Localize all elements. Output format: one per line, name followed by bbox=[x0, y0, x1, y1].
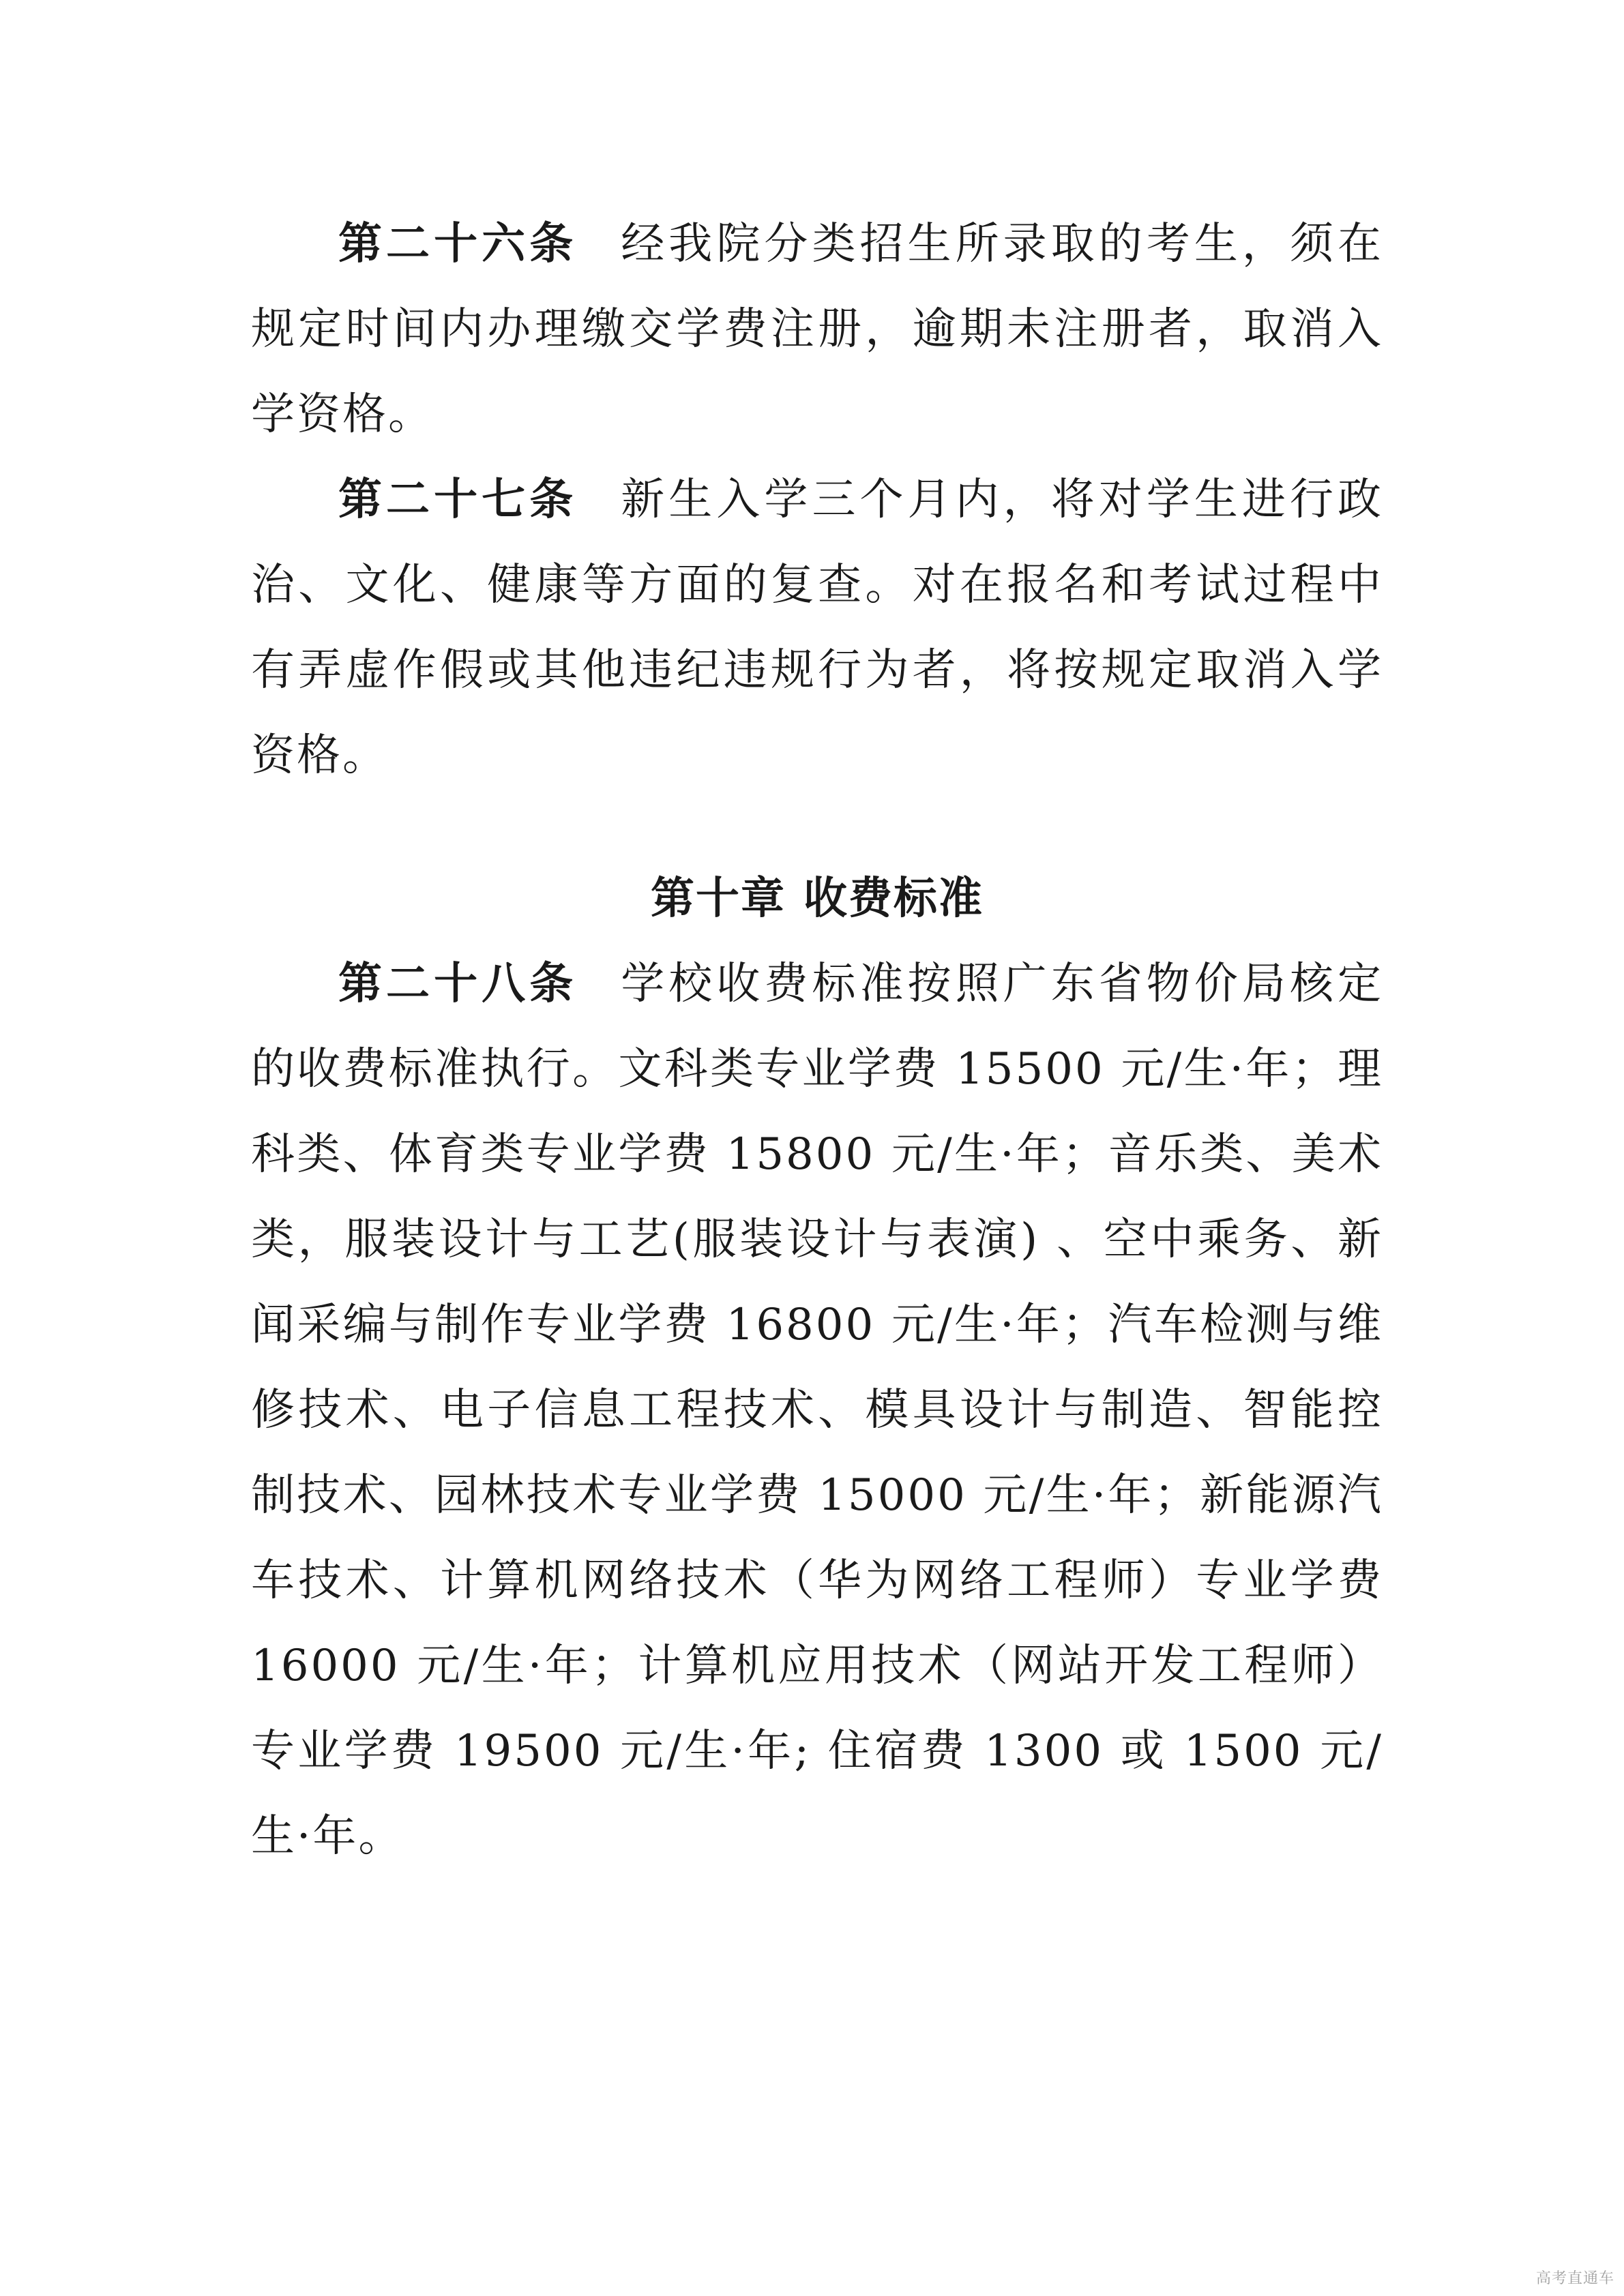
article-27 bbox=[251, 458, 1383, 799]
chapter-number: 第十章 bbox=[651, 874, 786, 924]
chapter-title: 收费标准 bbox=[803, 874, 984, 924]
document-body bbox=[251, 202, 1383, 1879]
article-28-text: 学校收费标准按照广东省物价局核定的收费标准执行。文科类专业学费 15500 元/生·年；理科类、体育类专业学费 15800 元/生·年；音乐类、美术类，服装设计与工艺(服装设计与表演) 、空中乘务、新闻采编与制作专业学费 16800 元/生·年；汽车检测与维修技术、电子信息工程技术、模具设计与制造、智能控制技术、园林技术专业学费 15000 元/生·年；新能源汽车技术、计算机网络技术（华为网络工程师）专业学费 16000 元/生·年；计算机应用技术（网站开发工程师）专业学费 19500 元/生·年; 住宿费 1300 或 1500 元/生·年。 bbox=[251, 959, 1383, 1862]
article-26-text: 经我院分类招生所录取的考生，须在规定时间内办理缴交学费注册，逾期未注册者，取消入学资格。 bbox=[251, 219, 1383, 440]
article-26-label: 第二十六条 bbox=[338, 219, 578, 269]
article-28 bbox=[251, 942, 1383, 1879]
article-27-text: 新生入学三个月内，将对学生进行政治、文化、健康等方面的复查。对在报名和考试过程中有弄虚作假或其他违纪违规行为者，将按规定取消入学资格。 bbox=[251, 475, 1383, 781]
article-27-label: 第二十七条 bbox=[338, 475, 578, 525]
chapter-heading bbox=[251, 856, 1383, 942]
watermark-text: 高考直通车 bbox=[1535, 2270, 1614, 2287]
article-26 bbox=[251, 202, 1383, 458]
article-28-label: 第二十八条 bbox=[338, 959, 578, 1009]
